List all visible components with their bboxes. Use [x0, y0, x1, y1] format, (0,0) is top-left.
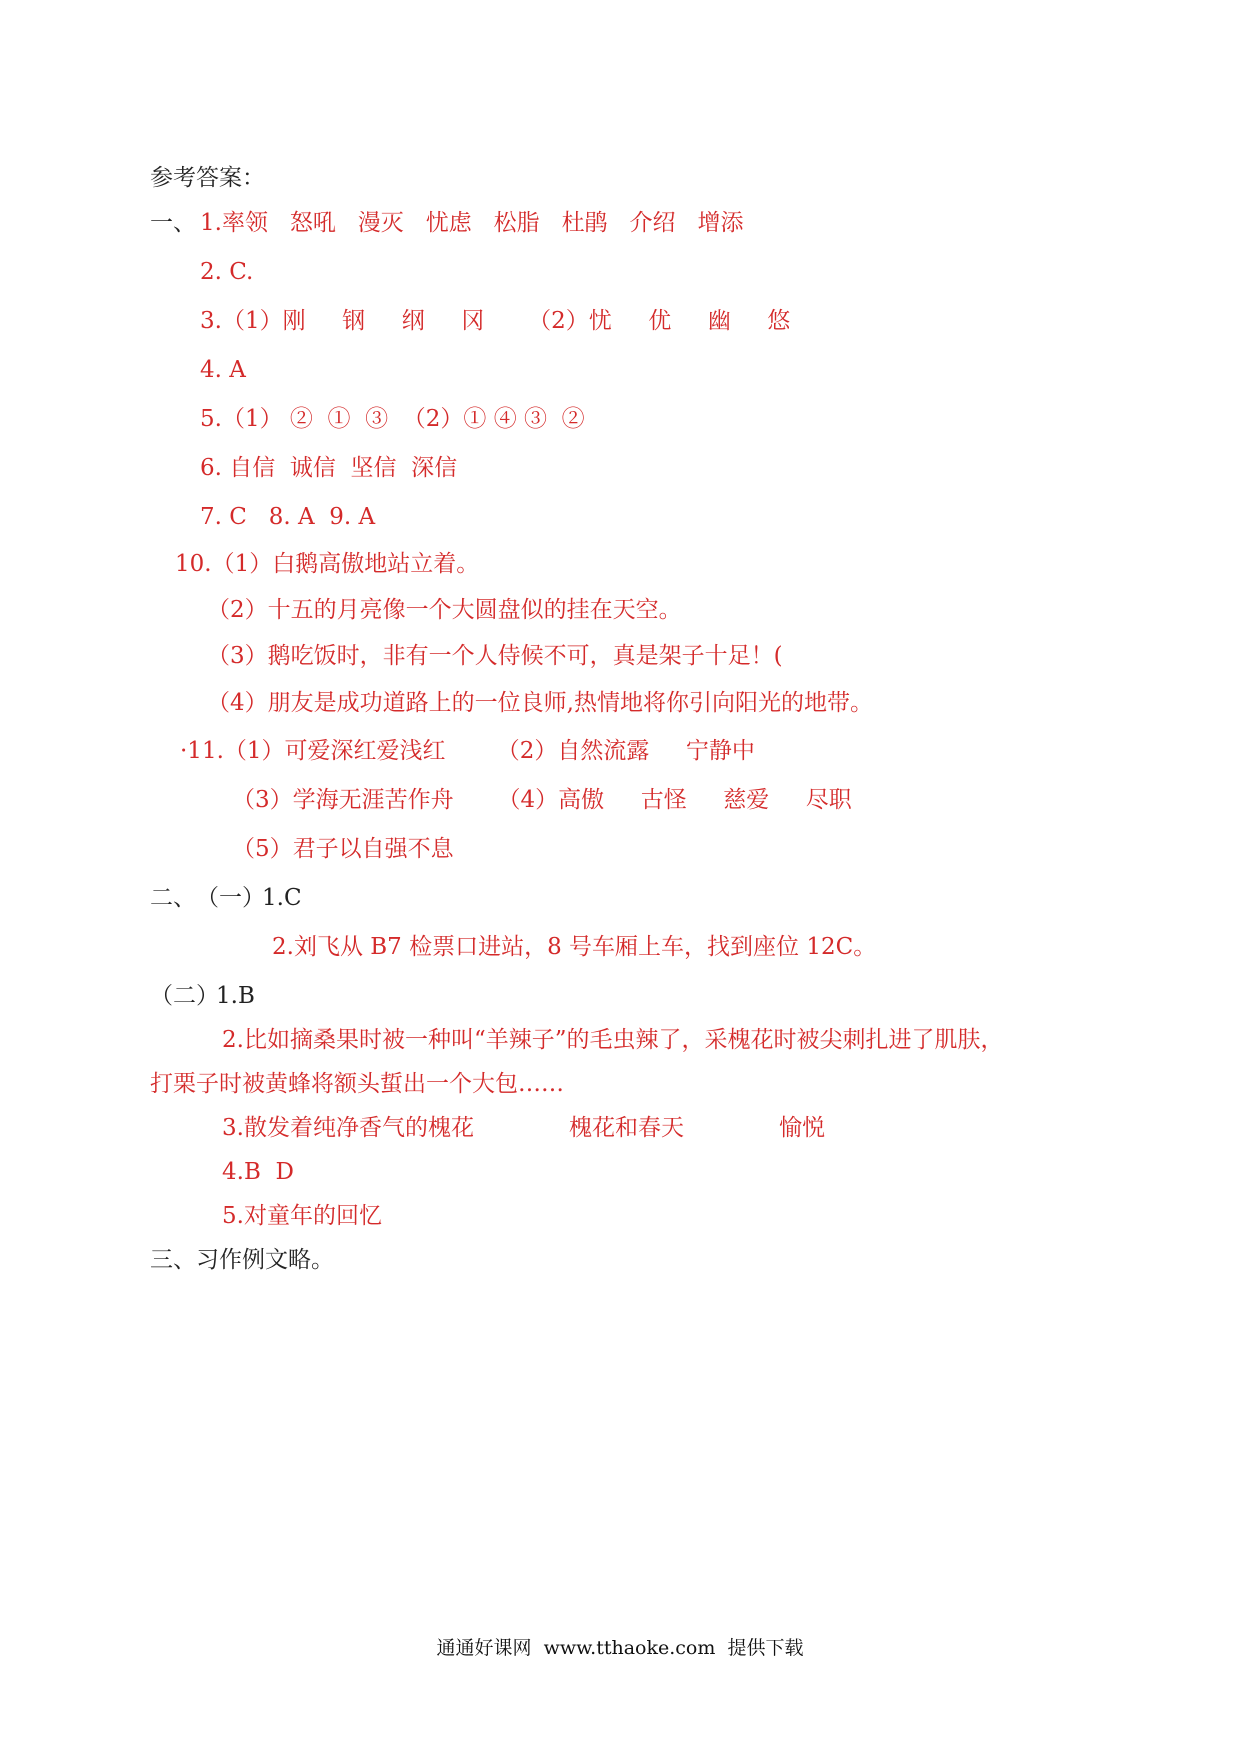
- answer-2b-2: 2.比如摘桑果时被一种叫“羊辣子”的毛虫辣了，采槐花时被尖刺扎进了肌肤，: [222, 1027, 1004, 1053]
- answer-1-7-9: 7. C 8. A 9. A: [200, 504, 376, 530]
- section-2b-label: （二）: [150, 983, 219, 1009]
- answer-1-10-2: （2）十五的月亮像一个大圆盘似的挂在天空。: [207, 597, 682, 623]
- answer-2a-1: 1.C: [262, 885, 302, 911]
- answer-2b-3: 3.散发着纯净香气的槐花 槐花和春天 愉悦: [222, 1115, 826, 1141]
- section-2a-label: （一）: [196, 885, 265, 911]
- answer-1-3: 3.（1）刚 钢 纲 冈 （2）忧 优 幽 悠: [200, 308, 791, 334]
- section-1-label: 一、: [150, 210, 196, 236]
- answer-1-10-1: 10.（1）白鹅高傲地站立着。: [175, 551, 480, 577]
- answer-1-11-1: ·11.（1）可爱深红爱浅红 （2）自然流露 宁静中: [180, 738, 755, 764]
- answer-2b-5: 5.对童年的回忆: [222, 1203, 382, 1229]
- answer-1-4: 4. A: [200, 357, 246, 383]
- answer-2b-4: 4.B D: [222, 1159, 294, 1185]
- answer-1-11-3: （3）学海无涯苦作舟 （4）高傲 古怪 慈爱 尽职: [232, 787, 852, 813]
- answer-heading: 参考答案：: [150, 165, 265, 191]
- answer-2b-1: 1.B: [216, 983, 255, 1009]
- answer-1-10-4: （4）朋友是成功道路上的一位良师,热情地将你引向阳光的地带。: [207, 690, 873, 716]
- answer-2a-2: 2.刘飞从 B7 检票口进站，8 号车厢上车，找到座位 12C。: [272, 934, 877, 960]
- answer-1-10-3: （3）鹅吃饭时，非有一个人侍候不可，真是架子十足！(: [207, 643, 783, 669]
- answer-2b-2-cont: 打栗子时被黄蜂将额头蜇出一个大包……: [150, 1071, 564, 1097]
- answer-1-2: 2. C.: [200, 259, 254, 285]
- answer-1-11-5: （5）君子以自强不息: [232, 836, 454, 862]
- answer-1-6: 6. 自信 诚信 坚信 深信: [200, 455, 458, 481]
- answer-1-1: 1.率领 怒吼 漫灭 忧虑 松脂 杜鹃 介绍 增添: [200, 210, 744, 236]
- section-3: 三、习作例文略。: [150, 1247, 334, 1273]
- answer-1-5: 5.（1） ② ① ③ （2）① ④ ③ ②: [200, 406, 585, 432]
- page-footer: 通通好课网 www.tthaoke.com 提供下载: [436, 1637, 804, 1659]
- section-2-label: 二、: [150, 885, 196, 911]
